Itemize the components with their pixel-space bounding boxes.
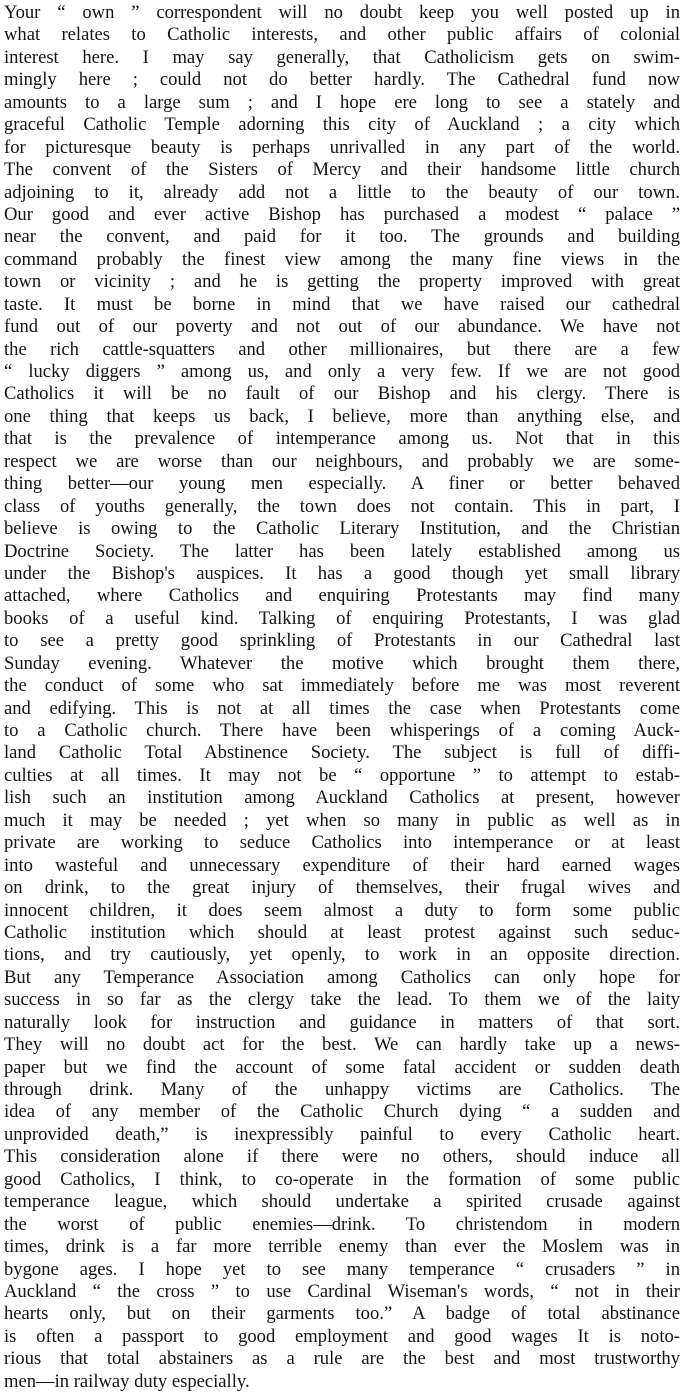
article-text-line: men—in railway duty especially. — [4, 1370, 250, 1392]
article-text-line: paper but we find the account of some fatal accident or sudden death — [4, 1056, 680, 1078]
article-text-line: believe is owing to the Catholic Literary Institution, and the Christian — [4, 518, 680, 540]
article-text-line: the conduct of some who sat immediately before me was most reverent — [4, 675, 680, 697]
article-text-line: respect we are worse than our neighbours, and probably we are some- — [4, 450, 680, 472]
article-text-line: is often a passport to good employment and good wages It is noto- — [4, 1325, 680, 1347]
article-text-line: graceful Catholic Temple adorning this city of Auckland ; a city which — [4, 114, 680, 136]
article-text-line: to see a pretty good sprinkling of Protestants in our Cathedral last — [4, 630, 680, 652]
article-text-line: Our good and ever active Bishop has purchased a modest “ palace ” — [4, 203, 680, 225]
article-text-line: Your “ own ” correspondent will no doubt keep you well posted up in — [4, 2, 680, 23]
article-text-line: into wasteful and unnecessary expenditure of their hard earned wages — [4, 854, 680, 876]
article-text-line: amounts to a large sum ; and I hope ere long to see a stately and — [4, 91, 680, 113]
article-text-line: success in so far as the clergy take the lead. To them we of the laity — [4, 989, 680, 1011]
article-text-line: But any Temperance Association among Catholics can only hope for — [4, 966, 680, 988]
article-text-line: near the convent, and paid for it too. The grounds and building — [4, 226, 680, 248]
article-text-line: the worst of public enemies—drink. To christendom in modern — [4, 1213, 680, 1235]
article-text-line: what relates to Catholic interests, and other public affairs of colonial — [4, 24, 680, 46]
article-text-line: naturally look for instruction and guidance in matters of that sort. — [4, 1011, 680, 1033]
article-text-line: rious that total abstainers as a rule are the best and most trustworthy — [4, 1348, 680, 1370]
article-text-line: under the Bishop's auspices. It has a good though yet small library — [4, 562, 680, 584]
article-text-line: and edifying. This is not at all times the case when Protestants come — [4, 697, 680, 719]
article-text-line: This consideration alone if there were no others, should induce all — [4, 1146, 680, 1168]
article-text-line: taste. It must be borne in mind that we have raised our cathedral — [4, 293, 680, 315]
article-text-line: books of a useful kind. Talking of enquiring Protestants, I was glad — [4, 607, 680, 629]
article-text-line: that is the prevalence of intemperance among us. Not that in this — [4, 428, 680, 450]
article-text-line: The convent of the Sisters of Mercy and their handsome little church — [4, 159, 680, 181]
article-text-line: Auckland “ the cross ” to use Cardinal Wiseman's words, “ not in their — [4, 1280, 680, 1302]
article-text-line: land Catholic Total Abstinence Society. The subject is full of diffi- — [4, 742, 680, 764]
article-text-line: tions, and try cautiously, yet openly, to work in an opposite direction. — [4, 944, 680, 966]
article-text-line: one thing that keeps us back, I believe, more than anything else, and — [4, 405, 680, 427]
article-text-line: hearts only, but on their garments too.” A badge of total abstinance — [4, 1303, 680, 1325]
article-text-line: “ lucky diggers ” among us, and only a very few. If we are not good — [4, 361, 680, 382]
article-text-line: Sunday evening. Whatever the motive which brought them there, — [4, 652, 680, 674]
article-text-line: class of youths generally, the town does not contain. This in part, I — [4, 495, 680, 517]
article-text-line: idea of any member of the Catholic Church dying “ a sudden and — [4, 1101, 680, 1123]
article-text-line: adjoining to it, already add not a little to the beauty of our town. — [4, 181, 680, 203]
article-text-line: Doctrine Society. The latter has been lately established among us — [4, 540, 680, 562]
article-text-line: much it may be needed ; yet when so many in public as well as in — [4, 809, 680, 831]
article-text-line: town or vicinity ; and he is getting the property improved with great — [4, 271, 680, 293]
article-text-line: mingly here ; could not do better hardly. The Cathedral fund now — [4, 69, 680, 91]
article-text-line: through drink. Many of the unhappy victims are Catholics. The — [4, 1079, 680, 1100]
article-text-line: times, drink is a far more terrible enemy than ever the Moslem was in — [4, 1236, 680, 1258]
article-text-line: the rich cattle-squatters and other millionaires, but there are a few — [4, 338, 680, 360]
newspaper-article — [4, 0, 680, 1393]
article-text-line: thing better—our young men especially. A finer or better behaved — [4, 473, 680, 495]
article-text-line: Catholic institution which should at least protest against such seduc- — [4, 921, 680, 943]
article-text-line: lish such an institution among Auckland Catholics at present, however — [4, 787, 680, 809]
article-text-line: They will no doubt act for the best. We can hardly take up a news- — [4, 1034, 680, 1056]
article-text-line: good Catholics, I think, to co-operate in the formation of some public — [4, 1168, 680, 1190]
article-text-line: interest here. I may say generally, that Catholicism gets on swim- — [4, 46, 680, 68]
article-text-line: for picturesque beauty is perhaps unrivalled in any part of the world. — [4, 136, 680, 158]
article-text-line: private are working to seduce Catholics into intemperance or at least — [4, 832, 680, 854]
article-text-line: Catholics it will be no fault of our Bishop and his clergy. There is — [4, 383, 680, 405]
article-text-line: unprovided death,” is inexpressibly painful to every Catholic heart. — [4, 1123, 680, 1145]
article-text-line: command probably the finest view among the many fine views in the — [4, 248, 680, 270]
article-text-line: to a Catholic church. There have been whisperings of a coming Auck- — [4, 720, 680, 741]
article-text-line: innocent children, it does seem almost a duty to form some public — [4, 899, 680, 921]
article-text-line: bygone ages. I hope yet to see many temperance “ crusaders ” in — [4, 1258, 680, 1280]
article-text-line: temperance league, which should undertake a spirited crusade against — [4, 1191, 680, 1213]
article-text-line: on drink, to the great injury of themselves, their frugal wives and — [4, 877, 680, 899]
article-text-line: culties at all times. It may not be “ opportune ” to attempt to estab- — [4, 764, 680, 786]
article-text-line: attached, where Catholics and enquiring Protestants may find many — [4, 585, 680, 607]
article-text-line: fund out of our poverty and not out of our abundance. We have not — [4, 316, 680, 338]
